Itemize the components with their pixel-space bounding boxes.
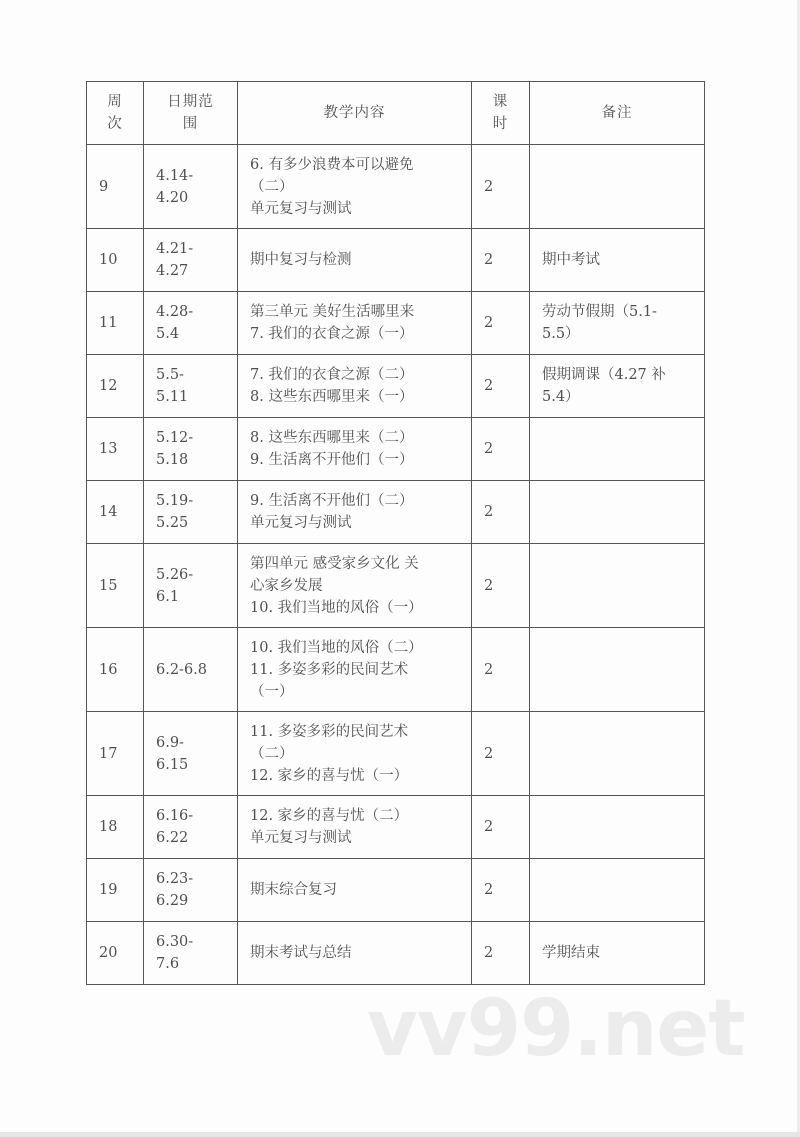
cell-teaching-content-line: （二） [250,745,294,762]
cell-date-range [144,229,238,292]
cell-date-range [144,481,238,544]
table-row [87,292,705,355]
cell-date-range [144,145,238,229]
cell-class-hours: 2 [472,355,530,418]
cell-notes [530,355,705,418]
cell-date-range-line: 4.28- [156,304,194,320]
cell-date-range [144,628,238,712]
header-week [87,82,144,145]
cell-teaching-content-line: 心家乡发展 [250,577,323,594]
cell-class-hours: 2 [472,418,530,481]
cell-notes-line: 假期调课（4.27 补 [542,367,666,383]
cell-teaching-content-line: 单元复习与测试 [250,515,352,531]
cell-notes [530,628,705,712]
cell-date-range [144,292,238,355]
header-teaching-content [238,82,472,145]
cell-date-range [144,922,238,985]
cell-date-range-line: 4.14- [156,167,194,184]
cell-notes [530,922,705,985]
cell-notes [530,481,705,544]
cell-teaching-content-line: 10. 我们当地的风俗（二） [250,639,423,656]
cell-date-range [144,859,238,922]
table-row [87,145,705,229]
cell-teaching-content-line: 8. 这些东西哪里来（一） [250,389,414,405]
cell-notes [530,418,705,481]
cell-date-range-line: 4.21- [156,241,194,257]
cell-date-range-line: 5.18 [156,452,189,468]
cell-date-range-line: 6.16- [156,808,194,824]
cell-teaching-content [238,796,472,859]
cell-date-range-line: 5.25 [156,515,189,531]
header-class-hours [472,82,530,145]
cell-teaching-content-line: 10. 我们当地的风俗（一） [250,599,423,616]
cell-teaching-content-line: 期末综合复习 [250,882,337,898]
cell-teaching-content-line: 期中复习与检测 [250,252,352,268]
table-header-row [87,82,705,145]
cell-week: 19 [87,859,144,922]
cell-notes-line: 劳动节假期（5.1- [542,304,657,320]
cell-teaching-content-line: 7. 我们的衣食之源（一） [250,326,414,342]
cell-class-hours: 2 [472,229,530,292]
cell-notes-line: 学期结束 [542,945,600,961]
table-row [87,859,705,922]
cell-week: 17 [87,712,144,796]
cell-teaching-content-line: 第三单元 美好生活哪里来 [250,304,415,320]
cell-notes-line: 5.4） [542,389,580,405]
cell-date-range-line: 5.19- [156,493,194,509]
header-text-line: 教学内容 [323,105,386,121]
header-notes [530,82,705,145]
cell-week: 14 [87,481,144,544]
cell-date-range-line: 6.15 [156,756,189,773]
cell-week: 20 [87,922,144,985]
cell-week: 18 [87,796,144,859]
cell-week: 10 [87,229,144,292]
cell-date-range-line: 5.5- [156,367,184,383]
cell-teaching-content [238,229,472,292]
cell-teaching-content [238,145,472,229]
cell-date-range [144,355,238,418]
cell-teaching-content [238,922,472,985]
cell-class-hours: 2 [472,712,530,796]
header-text-line: 日期范 [167,94,214,110]
table-row [87,418,705,481]
cell-week: 15 [87,544,144,628]
cell-class-hours: 2 [472,292,530,355]
cell-teaching-content-line: 12. 家乡的喜与忧（二） [250,808,409,824]
cell-notes [530,712,705,796]
cell-notes-line: 期中考试 [542,252,600,268]
cell-notes-line: 5.5） [542,326,580,342]
cell-notes [530,544,705,628]
table-row [87,481,705,544]
cell-date-range-line: 6.1 [156,588,180,605]
cell-teaching-content [238,712,472,796]
cell-week: 9 [87,145,144,229]
cell-teaching-content-line: 11. 多姿多彩的民间艺术 [250,661,409,678]
cell-class-hours: 2 [472,544,530,628]
cell-teaching-content-line: 12. 家乡的喜与忧（一） [250,767,409,784]
cell-teaching-content [238,628,472,712]
cell-date-range [144,712,238,796]
header-text-line: 备注 [601,105,633,121]
header-text-line: 围 [182,116,199,132]
cell-class-hours: 2 [472,145,530,229]
cell-class-hours: 2 [472,922,530,985]
watermark: vv99.net [367,984,745,1074]
header-text-line: 课 [492,94,509,110]
page-edge-bottom [0,1132,800,1137]
cell-date-range-line: 5.12- [156,430,194,446]
cell-teaching-content-line: 第四单元 感受家乡文化 关 [250,555,419,572]
table-row [87,544,705,628]
cell-date-range-line: 6.30- [156,934,194,950]
cell-week: 16 [87,628,144,712]
cell-class-hours: 2 [472,628,530,712]
cell-teaching-content-line: 9. 生活离不开他们（一） [250,452,414,468]
cell-date-range-line: 6.29 [156,893,189,909]
cell-date-range [144,544,238,628]
cell-teaching-content [238,544,472,628]
cell-class-hours: 2 [472,796,530,859]
cell-week: 12 [87,355,144,418]
cell-date-range-line: 5.11 [156,389,189,405]
cell-notes [530,859,705,922]
table-row [87,922,705,985]
cell-notes [530,229,705,292]
header-date-range [144,82,238,145]
cell-teaching-content [238,418,472,481]
header-text-line: 时 [492,116,509,132]
cell-class-hours: 2 [472,859,530,922]
cell-date-range-line: 4.20 [156,189,189,206]
cell-teaching-content-line: （二） [250,178,294,195]
table-row [87,229,705,292]
cell-teaching-content [238,355,472,418]
cell-date-range [144,418,238,481]
cell-teaching-content-line: 8. 这些东西哪里来（二） [250,430,414,446]
table-body [87,145,705,985]
cell-date-range-line: 4.27 [156,263,189,279]
cell-class-hours: 2 [472,481,530,544]
cell-week: 11 [87,292,144,355]
cell-notes [530,145,705,229]
cell-teaching-content-line: 6. 有多少浪费本可以避免 [250,156,414,173]
cell-teaching-content [238,859,472,922]
cell-notes [530,292,705,355]
cell-date-range-line: 7.6 [156,956,180,972]
cell-teaching-content-line: 单元复习与测试 [250,830,352,846]
table-row [87,628,705,712]
table-row [87,796,705,859]
cell-week: 13 [87,418,144,481]
cell-date-range-line: 6.2-6.8 [156,661,208,678]
cell-teaching-content-line: 期末考试与总结 [250,945,352,961]
table-row [87,355,705,418]
cell-teaching-content-line: （一） [250,683,294,700]
cell-date-range-line: 5.26- [156,566,194,583]
cell-date-range [144,796,238,859]
cell-notes [530,796,705,859]
teaching-schedule-table [86,81,705,985]
cell-date-range-line: 6.23- [156,871,194,887]
cell-teaching-content [238,292,472,355]
cell-teaching-content-line: 7. 我们的衣食之源（二） [250,367,414,383]
header-text-line: 周 [107,94,123,110]
cell-date-range-line: 6.9- [156,734,184,751]
cell-date-range-line: 6.22 [156,830,189,846]
header-text-line: 次 [107,116,123,132]
cell-teaching-content [238,481,472,544]
table-row [87,712,705,796]
cell-teaching-content-line: 9. 生活离不开他们（二） [250,493,414,509]
cell-teaching-content-line: 11. 多姿多彩的民间艺术 [250,723,409,740]
cell-teaching-content-line: 单元复习与测试 [250,200,352,217]
cell-date-range-line: 5.4 [156,326,180,342]
